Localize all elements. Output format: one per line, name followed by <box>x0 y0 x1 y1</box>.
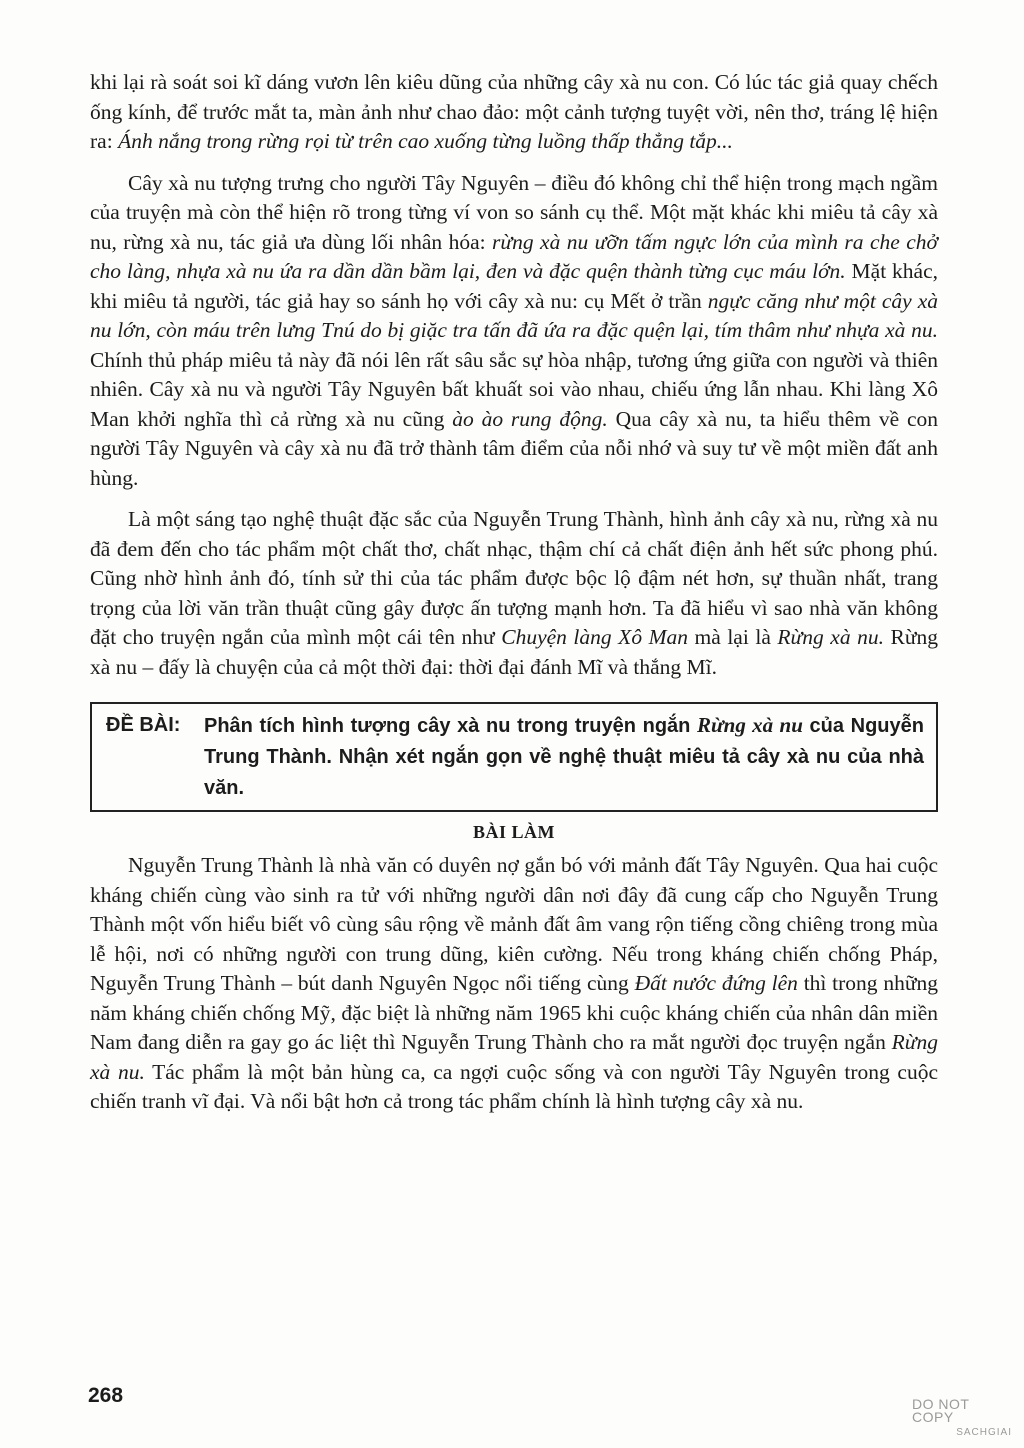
text-run: Chính thủ pháp miêu tả này đã nói lên rất sâu sắc sự hòa nhập, tương ứng giữa con người và thiên nhiên. Cây xà nu và người Tây Nguyên bất khuất soi vào nhau, chiếu ứng lẫn nhau. Khi làng Xô Man khởi nghĩa thì cả rừng xà nu cũng <box>90 347 938 431</box>
exercise-box <box>90 702 938 812</box>
text-run: Phân tích hình tượng cây xà nu trong truyện ngắn <box>204 715 698 737</box>
watermark-logo <box>912 1398 1012 1439</box>
text-run: mà lại là <box>688 625 778 649</box>
text-run: Cây xà nu tượng trưng cho người Tây Nguyên – điều đó không chỉ thể hiện trong mạch ngầm của truyện mà còn thể hiện rõ trong từng ví von so sánh cụ thể. Một mặt khác khi miêu tả cây xà nu, rừng xà nu, tác giả ưa dùng lối nhân hóa: <box>90 170 938 254</box>
italic-text: Rừng xà nu. <box>777 625 884 649</box>
paragraph <box>90 505 938 682</box>
text-run: Là một sáng tạo nghệ thuật đặc sắc của Nguyễn Trung Thành, hình ảnh cây xà nu, rừng xà nu đã đem đến cho tác phẩm một chất thơ, chất nhạc, thậm chí cả chất điện ảnh hết sức phong phú. Cũng nhờ hình ảnh đó, tính sử thi của tác phẩm được bộc lộ đậm nét hơn, sự thuần nhất, trang trọng của lời văn trần thuật cũng gây được ấn tượng mạnh hơn. Ta đã hiểu vì sao nhà văn không đặt cho truyện ngắn của mình một cái tên như <box>90 507 938 649</box>
italic-text: Đất nước đứng lên <box>634 971 798 995</box>
text-run: Tác phẩm là một bản hùng ca, ca ngợi cuộc sống và con người Tây Nguyên trong cuộc chiến tranh vĩ đại. Và nổi bật hơn cả trong tác phẩm chính là hình tượng cây xà nu. <box>90 1059 938 1113</box>
paragraph <box>90 851 938 1117</box>
watermark-bottom: SACHGIAI <box>956 1427 1012 1438</box>
page-number: 268 <box>88 1384 124 1407</box>
text-run: của Nguyễn Trung Thành. Nhận xét ngắn gọn về nghệ thuật miêu tả cây xà nu của nhà văn. <box>204 715 924 799</box>
italic-text: ngực căng như một cây xà nu lớn, còn máu trên lưng Tnú do bị giặc tra tấn đã ứa ra đặc quện lại, tím thâm như nhựa xà nu. <box>90 288 938 342</box>
italic-text: Rừng xà nu <box>697 713 803 737</box>
paragraph <box>90 169 938 494</box>
watermark-top: DO NOT COPY <box>912 1396 970 1425</box>
italic-text: Rừng xà nu. <box>90 1030 938 1084</box>
exercise-text <box>204 710 924 804</box>
exercise-label: ĐỀ BÀI: <box>106 714 181 736</box>
text-run: thì trong những năm kháng chiến chống Mỹ, đặc biệt là những năm 1965 khi cuộc kháng chiến của nhân dân miền Nam đang diễn ra gay go ác liệt thì Nguyễn Trung Thành cho ra mắt người đọc truyện ngắn <box>90 971 938 1054</box>
text-body <box>90 68 938 682</box>
answer-heading: BÀI LÀM <box>472 822 555 842</box>
answer-body <box>90 851 938 1117</box>
page-body <box>90 68 938 1129</box>
text-run: Nguyễn Trung Thành là nhà văn có duyên nợ gắn bó với mảnh đất Tây Nguyên. Qua hai cuộc kháng chiến cùng vào sinh ra tử với những người dân nơi đây đã cung cấp cho Nguyễn Trung Thành một vốn hiểu biết vô cùng sâu rộng về mảnh đất âm vang rộn tiếng cồng chiêng trong mùa lễ hội, nơi có những người con trung dũng, kiên cường. Nếu trong kháng chiến chống Pháp, Nguyễn Trung Thành – bút danh Nguyên Ngọc nổi tiếng cùng <box>90 853 938 995</box>
italic-text: Chuyện làng Xô Man <box>501 625 689 649</box>
paragraph <box>90 68 938 157</box>
italic-text: Ánh nắng trong rừng rọi từ trên cao xuống từng luồng thấp thẳng tắp... <box>118 129 733 153</box>
italic-text: ào ào rung động. <box>452 406 608 431</box>
text-run: Rừng xà nu – đấy là chuyện của cả một thời đại: thời đại đánh Mĩ và thắng Mĩ. <box>90 625 938 679</box>
text-run: khi lại rà soát soi kĩ dáng vươn lên kiêu dũng của những cây xà nu con. Có lúc tác giả quay chếch ống kính, để trước mắt ta, màn ảnh như chao đảo: một cảnh tượng tuyệt vời, nên thơ, tráng lệ hiện ra: <box>90 70 938 153</box>
text-run: Qua cây xà nu, ta hiểu thêm về con người Tây Nguyên và cây xà nu đã trở thành tâm điểm của nỗi nhớ và suy tư về một miền đất anh hùng. <box>90 406 938 490</box>
text-run: Mặt khác, khi miêu tả người, tác giả hay so sánh họ với cây xà nu: cụ Mết ở trần <box>90 259 938 313</box>
italic-text: rừng xà nu ưỡn tấm ngực lớn của mình ra che chở cho làng, nhựa xà nu ứa ra dần dần bầm lại, đen và đặc quện thành từng cục máu lớn. <box>90 229 938 283</box>
